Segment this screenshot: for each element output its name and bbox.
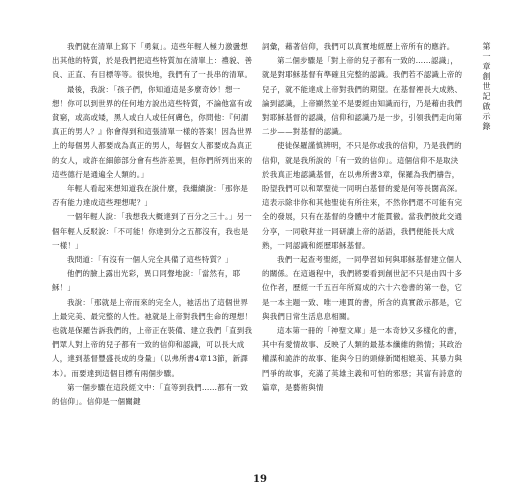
right-text-column xyxy=(262,40,464,395)
paragraph: 這本第一冊的「神聖文庫」是一本奇妙又多樣化的書，其中有愛情故事、反映了人類的最基本纖維的熱情；其政治權謀和詭詐的故事、能與今日的頭條新聞相媲美、其暴力與鬥爭的故事，充滿了英雄主義和可怕的邪惡；其富有詩意的篇章，是藝術與情 xyxy=(262,326,463,392)
chapter-label: 第一章 xyxy=(482,42,491,72)
paragraph: 第一個步驟在這段經文中：「直等到我們……都有一致的信仰」。信仰是一個關鍵 xyxy=(52,382,249,407)
book-title: 創世記啟示錄 xyxy=(482,72,491,132)
paragraph: 使徒保羅謹慎辨明，不只是你或我的信仰，乃是我們的信仰，就是我所說的「有一致的信仰」。這個信仰不是取決於我真正地認識基督，在以弗所書3章，保羅為我們禱告，盼望我們可以和眾聖徒一同明白基督的愛是何等長闊高深。這表示除非你和其他聖徒有所往來，不然你們還不可能有完全的發展，只有在基督的身體中才能貫徹。當我們彼此交通分享，一同敬拜並一同研讀上帝的話語，我們便能長大成熟，一同認識和經歷耶穌基督。 xyxy=(262,141,463,250)
running-header xyxy=(480,42,492,132)
paragraph: 我說：「那就是上帝而來的完全人，祂活出了這個世界上最完美、最完整的人性。祂就是上帝對我們生命的理想！也就是保羅告訴我們的，上帝正在裝備、建立我們「直到我們眾人對上帝的兒子都有一致的信仰和認識，可以長大成人，達到基督豐盛長成的身量」（以弗所書4章13節，新譯本）。而要達到這個目標有兩個步驟。 xyxy=(52,297,253,378)
paragraph: 我們就在清單上寫下「勇氣」。這些年輕人極力激盪想出其他的特質，於是我們把這些特質加在清單上：禮貌、善良、正直、有目標等等。很快地，我們有了一長串的清單。 xyxy=(52,42,253,80)
paragraph: 我們一起查考聖經，一同學習如何與耶穌基督建立個人的關係。在這過程中，我們將要看到創世記不只是由四十多位作者，歷經一千五百年所寫成的六十六卷書的第一卷，它是一本主題一致、唯一連貫的書，所含的真實啟示都是，它與我們日常生活息息相關。 xyxy=(262,255,463,321)
paragraph: 我問道：「有沒有一個人完全具備了這些特質？」 xyxy=(67,255,233,265)
paragraph: 第二個步驟是「對上帝的兒子都有一致的……認識」，就是對耶穌基督有準確且完整的認識。我們若不認識上帝的兒子，就不能達成上帝對我們的期望。在基督裡長大成熟、論到認識，上帝顯然並不是要經由知識而行，乃是藉由我們對耶穌基督的認識，信仰和認識乃是一步，引領我們走向第二步——對基督的認識。 xyxy=(262,56,463,137)
page-number: 19 xyxy=(253,474,267,485)
paragraph: 詞彙，藉著信仰，我們可以真實地經歷上帝所有的應許。 xyxy=(262,42,455,51)
paragraph: 他們的臉上露出光彩，異口同聲地說：「當然有，耶穌！」 xyxy=(52,269,241,293)
left-text-column xyxy=(52,40,254,409)
paragraph: 一個年輕人說：「我想我大概達到了百分之三十。」另一個年輕人反駁說：「不可能！你達到分之五都沒有，我也是一樣！」 xyxy=(52,212,252,250)
paragraph: 最後，我說：「孩子們，你知道這是多麼奇妙！想一想！你可以到世界的任何地方說出這些特質，不論他富有或貧窮，或高或矮，黑人或白人或任何膚色，你問他：『何謂真正的男人？』你會得到和這張清單一樣的答案！因為世界上的每個男人都要成為真正的男人，每個女人都要成為真正的女人，或許在細節部分會有些許差異，但你們所列出來的這些德行是通遍全人類的。」 xyxy=(52,84,253,179)
paragraph: 年輕人看起來想知道我在說什麼，我繼續說：「那你是否有能力達成這些理想呢？」 xyxy=(52,184,249,208)
